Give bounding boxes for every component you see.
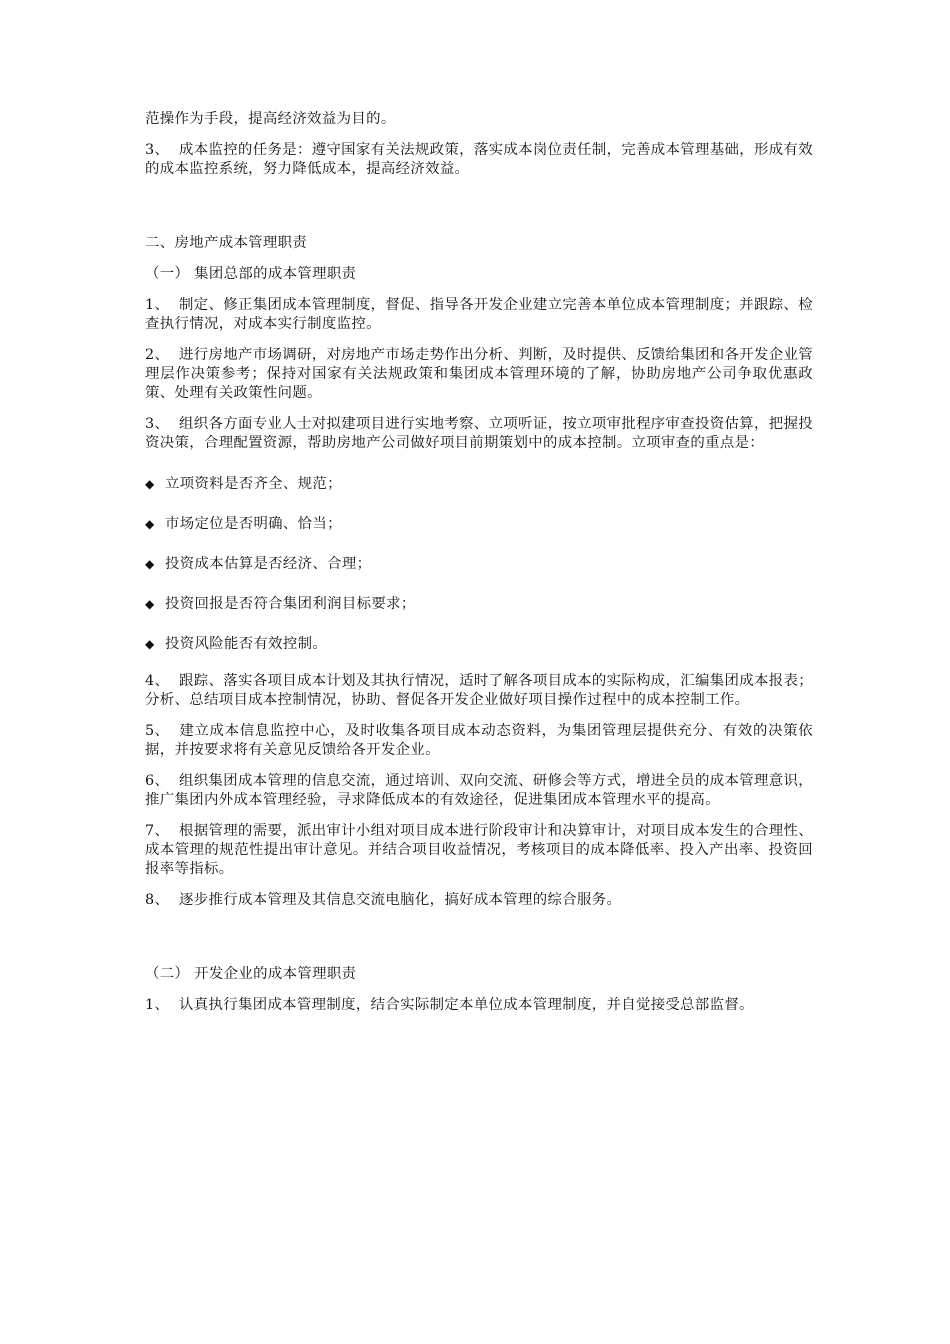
list-item [145, 415, 813, 453]
diamond-bullet-icon: ◆ [145, 557, 155, 571]
list-item [145, 722, 813, 760]
item-text: 进行房地产市场调研，对房地产市场走势作出分析、判断，及时提供、反馈给集团和各开发企业管理层作决策参考；保持对国家有关法规政策和集团成本管理环境的了解，协助房地产公司争取优惠政策、处理有关政策性问题。 [145, 347, 813, 401]
item-text: 跟踪、落实各项目成本计划及其执行情况，适时了解各项目成本的实际构成，汇编集团成本报表；分析、总结项目成本控制情况，协助、督促各开发企业做好项目操作过程中的成本控制工作。 [145, 673, 813, 708]
item-number: 2、 [145, 347, 170, 363]
item-number: 3、 [145, 142, 170, 158]
bullet-item [145, 475, 813, 494]
item-text: 组织集团成本管理的信息交流，通过培训、双向交流、研修会等方式，增进全员的成本管理意识，推广集团内外成本管理经验，寻求降低成本的有效途径，促进集团成本管理水平的提高。 [145, 773, 813, 808]
item-text: 建立成本信息监控中心，及时收集各项目成本动态资料，为集团管理层提供充分、有效的决策依据，并按要求将有关意见反馈给各开发企业。 [145, 723, 813, 758]
subsection-title-dev: （二） 开发企业的成本管理职责 [145, 966, 357, 982]
bullet-item [145, 555, 813, 574]
section-title: 二、房地产成本管理职责 [145, 235, 308, 251]
item-number: 8、 [145, 892, 170, 908]
item-number: 1、 [145, 297, 170, 313]
bullet-item [145, 635, 813, 654]
document-page [145, 110, 813, 1015]
list-item [145, 996, 813, 1015]
diamond-bullet-icon: ◆ [145, 637, 155, 651]
diamond-bullet-icon: ◆ [145, 517, 155, 531]
list-item [145, 822, 813, 879]
subsection-title-hq: （一） 集团总部的成本管理职责 [145, 266, 357, 282]
bullet-text: 投资回报是否符合集团利润目标要求； [165, 596, 416, 612]
paragraph-monitoring-task [145, 141, 813, 179]
bullet-text: 市场定位是否明确、恰当； [165, 516, 342, 532]
paragraph-intro-tail: 范操作为手段，提高经济效益为目的。 [145, 111, 396, 127]
bullet-item [145, 515, 813, 534]
item-number: 7、 [145, 823, 170, 839]
list-item [145, 346, 813, 403]
item-text: 根据管理的需要，派出审计小组对项目成本进行阶段审计和决算审计，对项目成本发生的合理性、成本管理的规范性提出审计意见。并结合项目收益情况，考核项目的成本降低率、投入产出率、投资回报率等指标。 [145, 823, 813, 877]
item-number: 5、 [145, 723, 170, 739]
bullet-text: 投资风险能否有效控制。 [165, 636, 328, 652]
list-item [145, 891, 813, 910]
item-text: 成本监控的任务是：遵守国家有关法规政策，落实成本岗位责任制，完善成本管理基础，形成有效的成本监控系统，努力降低成本，提高经济效益。 [145, 142, 813, 177]
item-number: 3、 [145, 416, 170, 432]
bullet-text: 立项资料是否齐全、规范； [165, 476, 342, 492]
item-text: 逐步推行成本管理及其信息交流电脑化，搞好成本管理的综合服务。 [179, 892, 622, 908]
list-item [145, 296, 813, 334]
bullet-item [145, 595, 813, 614]
item-number: 4、 [145, 673, 170, 689]
diamond-bullet-icon: ◆ [145, 597, 155, 611]
item-text: 组织各方面专业人士对拟建项目进行实地考察、立项听证，按立项审批程序审查投资估算，把握投资决策，合理配置资源，帮助房地产公司做好项目前期策划中的成本控制。立项审查的重点是： [145, 416, 813, 451]
item-text: 制定、修正集团成本管理制度，督促、指导各开发企业建立完善本单位成本管理制度；并跟踪、检查执行情况，对成本实行制度监控。 [145, 297, 813, 332]
diamond-bullet-icon: ◆ [145, 477, 155, 491]
item-text: 认真执行集团成本管理制度，结合实际制定本单位成本管理制度，并自觉接受总部监督。 [179, 997, 754, 1013]
item-number: 1、 [145, 997, 170, 1013]
list-item [145, 772, 813, 810]
bullet-text: 投资成本估算是否经济、合理； [165, 556, 372, 572]
item-number: 6、 [145, 773, 170, 789]
list-item [145, 672, 813, 710]
